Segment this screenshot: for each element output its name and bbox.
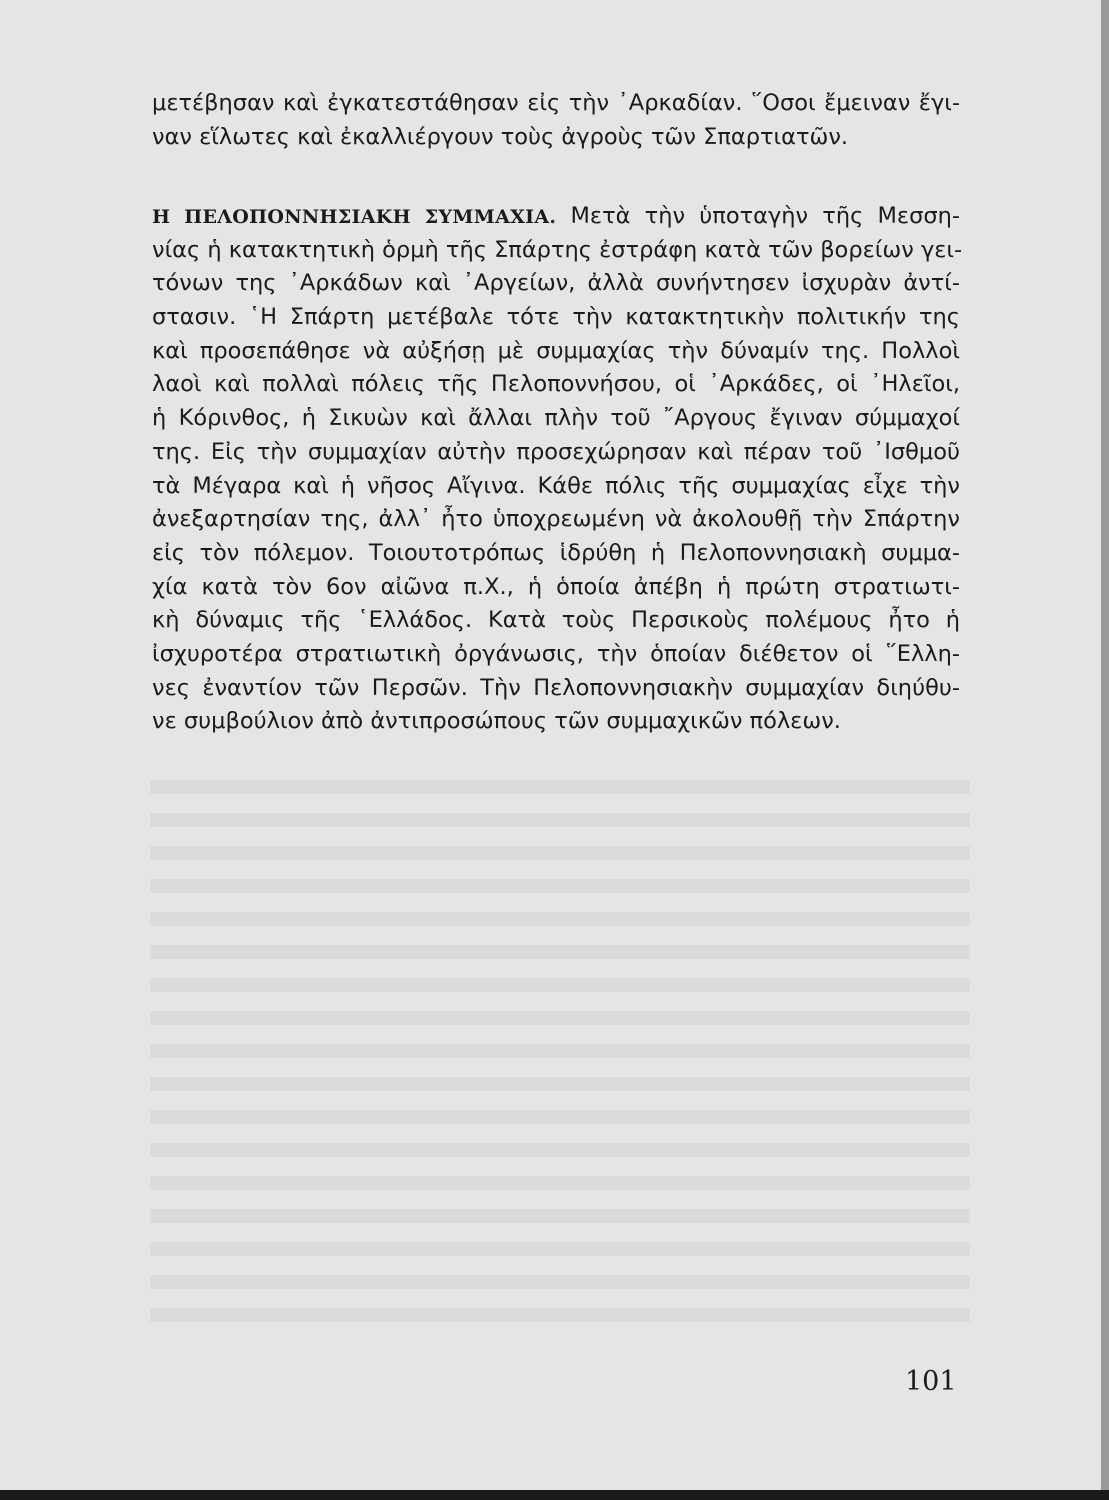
page-edge-shadow (1101, 0, 1109, 1500)
text-line: χία κατὰ τὸν 6ον αἰῶνα π.Χ., ἡ ὁποία ἀπέβη ἡ πρώτη στρατιωτι- (152, 573, 960, 600)
text-line: ἡ Κόρινθος, ἡ Σικυὼν καὶ ἄλλαι πλὴν τοῦ ῎Αργους ἔγιναν σύμμαχοί (152, 405, 960, 432)
text-line: νίας ἡ κατακτητικὴ ὁρμὴ τῆς Σπάρτης ἐστράφη κατὰ τῶν βορείων γει- (152, 236, 963, 263)
text-line: τὰ Μέγαρα καὶ ἡ νῆσος Αἴγινα. Κάθε πόλις τῆς συμμαχίας εἶχε τὴν (152, 472, 960, 499)
text-line: νε συμβούλιον ἀπὸ ἀντιπροσώπους τῶν συμμαχικῶν πόλεων. (152, 708, 841, 735)
page-bottom-edge (0, 1490, 1109, 1500)
heading-line-text: Μετὰ τὴν ὑποταγὴν τῆς Μεσση- (570, 203, 960, 229)
text-line: ἰσχυροτέρα στρατιωτικὴ ὀργάνωσις, τὴν ὁποίαν διέθετον οἱ ῞Ελλη- (152, 640, 960, 667)
text-line: καὶ προσεπάθησε νὰ αὐξήσῃ μὲ συμμαχίας τὴν δύναμίν της. Πολλοὶ (152, 337, 960, 364)
text-line: ναν εἵλωτες καὶ ἐκαλλιέργουν τοὺς ἀγροὺς τῶν Σπαρτιατῶν. (152, 123, 849, 150)
section-heading: Η ΠΕΛΟΠΟΝΝΗΣΙΑΚΗ ΣΥΜΜΑΧΙΑ. (152, 206, 557, 228)
page-number: 101 (905, 1366, 957, 1397)
text-line: μετέβησαν καὶ ἐγκατεστάθησαν εἰς τὴν ᾿Αρκαδίαν. ῞Οσοι ἔμειναν ἔγι- (152, 90, 960, 116)
text-line: ἀνεξαρτησίαν της, ἀλλ᾿ ἦτο ὑποχρεωμένη νὰ ἀκολουθῇ τὴν Σπάρτην (152, 506, 960, 533)
text-line: εἰς τὸν πόλεμον. Τοιουτοτρόπως ἱδρύθη ἡ Πελοποννησιακὴ συμμα- (152, 539, 960, 566)
text-line: λαοὶ καὶ πολλαὶ πόλεις τῆς Πελοποννήσου, οἱ ᾿Αρκάδες, οἱ ᾿Ηλεῖοι, (152, 371, 960, 398)
text-line: νες ἐναντίον τῶν Περσῶν. Τὴν Πελοποννησιακὴν συμμαχίαν διηύθυ- (152, 674, 960, 701)
text-line: στασιν. ῾Η Σπάρτη μετέβαλε τότε τὴν κατακτητικὴν πολιτικήν της (152, 304, 960, 331)
paragraph-helots (152, 87, 960, 154)
text-line: κὴ δύναμις τῆς ῾Ελλάδος. Κατὰ τοὺς Περσικοὺς πολέμους ἦτο ἡ (152, 607, 960, 634)
text-line: της. Εἰς τὴν συμμαχίαν αὐτὴν προσεχώρησαν καὶ πέραν τοῦ ᾿Ισθμοῦ (152, 438, 960, 465)
paragraph-peloponnesian-league (152, 200, 963, 739)
text-line: τόνων της ᾿Αρκάδων καὶ ᾿Αργείων, ἀλλὰ συνήντησεν ἰσχυρὰν ἀντί- (152, 270, 960, 297)
text-line (152, 200, 960, 234)
